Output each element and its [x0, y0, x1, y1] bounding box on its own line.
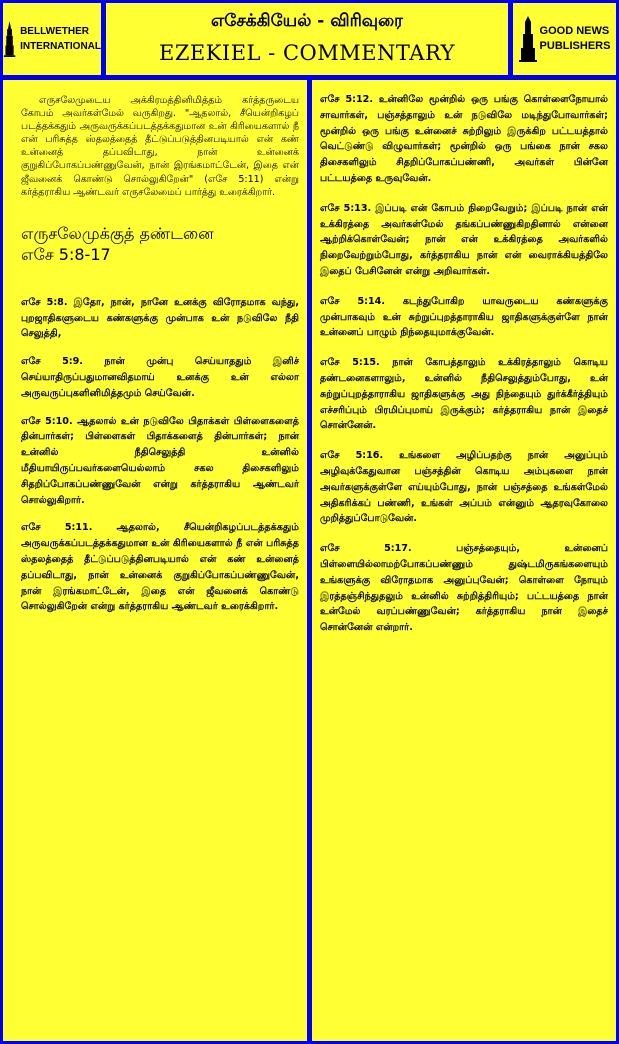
left-logo-line1: BELLWETHER: [20, 26, 89, 37]
intro-paragraph: எருசலேமுடைய அக்கிரமத்தினிமித்தம் கர்த்தருடைய கோபம் அவர்கள்மேல் வருகிறது. "ஆதலால், சீயென்றிகழப் படத்தக்கதும் அருவருக்கப்படத்தக்கதுமான உன் கிரியைகளால் நீ என் பரிசுத்த ஸ்தலத்தைத் தீட்டுப்படுத்தினபடியால் என் கண் உன்னைத் தப்பவிடாது, நான் உன்னைக் குறுகிப்போகப்பண்ணுவேன், நான் இரங்கமாட்டேன், இதை என் ஜீவனைக் கொண்டு சொல்லுகிறேன்" (எசே 5:11) என்று கர்த்தராகிய ஆண்டவர் எருசலேமைப் பார்த்து உரைக்கிறார்.: [21, 95, 299, 198]
bellwether-logo: [3, 3, 101, 75]
verse-5-13: எசே 5:13. இப்படி என் கோபம் நிறைவேறும்; இப்படி நான் என் உக்கிரத்தை அவர்கள்மேல் தங்கப்பண்ணுகிறதினால் என்னை ஆற்றிக்கொள்வேன்; நான் என் உக்கிரத்தை அவர்களில் நிறைவேற்றும்போது, கர்த்தராகிய நான் என் வைராக்கியத்திலே இதைப் பேசினேன் என்று அறிவார்கள்.: [320, 202, 608, 277]
title-panel: [106, 3, 508, 75]
right-column: [312, 80, 616, 1041]
right-logo-line1: GOOD NEWS: [539, 25, 610, 37]
good-news-publishers-logo: [513, 3, 616, 75]
verse-5-12: எசே 5:12. உன்னிலே மூன்றில் ஒரு பங்கு கொள்ளைநோயால் சாவார்கள், பஞ்சத்தாலும் உன் நடுவிலே மடிந்துபோவார்கள்; மூன்றில் ஒரு பங்கு உன்னைச் சுற்றிலும் இருக்கிற பட்டயத்தால் வெட்டுண்டு விழுவார்கள்; மூன்றில் ஒரு பங்கை நான் சகல திசைகளிலும் சிதறிப்போகப்பண்ணி, அவர்கள் பின்னே பட்டயத்தை உருவுவேன்.: [320, 94, 608, 184]
bell-tower-icon: [3, 17, 16, 61]
verse-5-11: எசே 5:11. ஆதலால், சீயென்றிகழப்படத்தக்கதும் அருவருக்கப்படத்தக்கதுமான உன் கிரியைகளால் நீ என் பரிசுத்த ஸ்தலத்தைத் தீட்டுப்படுத்தினபடியால் என் கண் உன்னைத் தப்பவிடாது, நான் உன்னைக் குறுகிப்போகப்பண்ணுவேன், நான் இரங்கமாட்டேன், இதை என் ஜீவனைக் கொண்டு சொல்லுகிறேன் என்று கர்த்தராகிய ஆண்டவர் உரைக்கிறார்.: [21, 522, 299, 613]
left-logo-line2: INTERNATIONAL: [20, 41, 101, 52]
verse-5-14: எசே 5:14. கடந்துபோகிற யாவருடைய கண்களுக்கு முன்பாகவும் உன் சுற்றுப்புறத்தாராகிய ஜாதிகளுக்குள்ளே நான் உன்னைப் பாழும் நிந்தையுமாக்குவேன்.: [320, 295, 608, 339]
section-heading: [21, 223, 299, 265]
page-title-tamil: எசேக்கியேல் - விரிவுரை: [211, 11, 403, 31]
verse-5-9: எசே 5:9. நான் முன்பு செய்யாததும் இனிச் செய்யாதிருப்பதுமானவிதமாய் உனக்கு உன் எல்லா அருவருப்புகளினிமித்தமும் செய்வேன்.: [21, 356, 299, 399]
verse-5-8: எசே 5:8. இதோ, நான், நானே உனக்கு விரோதமாக வந்து, புறஜாதிகளுடைய கண்களுக்கு முன்பாக உன் நடுவிலே நீதி செலுத்தி,: [21, 296, 299, 340]
left-column: [3, 80, 307, 1041]
tower-icon: [519, 16, 537, 62]
verse-5-10: எசே 5:10. ஆதலால் உன் நடுவிலே பிதாக்கள் பிள்ளைகளைத் தின்பார்கள்; பிள்ளைகள் பிதாக்களைத் தின்பார்கள்; நான் உன்னில் நீதிசெலுத்தி உன்னில் மீதியாயிருப்பவர்களையெல்லாம் சகல திசைகளிலும் சிதறிப்போகப்பண்ணுவேன் என்று கர்த்தராகிய ஆண்டவர் சொல்லுகிறார்.: [21, 415, 299, 506]
verse-5-16: எசே 5:16. உங்களை அழிப்பதற்கு நான் அனுப்பும் அழிவுக்கேதுவான பஞ்சத்தின் கொடிய அம்புகளை நான் அவர்களுக்குள்ளே எய்யும்போது, நான் பஞ்சத்தை உங்கள்மேல் அதிகரிக்கப் பண்ணி, உங்கள் அப்பம் என்னும் ஆதரவுகோலை முறித்துப்போடுவேன்.: [320, 450, 608, 525]
section-heading-title: எருசலேமுக்குத் தண்டனை: [21, 223, 214, 243]
page-title-english: EZEKIEL - COMMENTARY: [158, 41, 455, 65]
section-heading-reference: எசே 5:8-17: [21, 244, 111, 264]
verse-5-17: எசே 5:17. பஞ்சத்தையும், உன்னைப் பிள்ளையில்லாமற்போகப்பண்ணும் துஷ்டமிருகங்களையும் உங்களுக்கு விரோதமாக அனுப்புவேன்; கொள்ளை நோயும் இரத்தஞ்சிந்துதலும் உன்னில் சுற்றித்திரியும்; பட்டயத்தை நான் உன்மேல் வரப்பண்ணுவேன்; கர்த்தராகிய நான் இதைச் சொன்னேன் என்றார்.: [320, 543, 608, 634]
verse-5-15: எசே 5:15. நான் கோபத்தாலும் உக்கிரத்தாலும் கொடிய தண்டனைகளாலும், உன்னில் நீதிசெலுத்தும்போது, உன் சுற்றுப்புறத்தாராகிய ஜாதிகளுக்கு அது நிந்தையும் துர்க்கீர்த்தியும் எச்சரிப்பும் பிரமிப்புமாய் இருக்கும்; கர்த்தராகிய நான் இதைச் சொன்னேன்.: [320, 357, 608, 432]
right-logo-line2: PUBLISHERS: [539, 40, 611, 52]
